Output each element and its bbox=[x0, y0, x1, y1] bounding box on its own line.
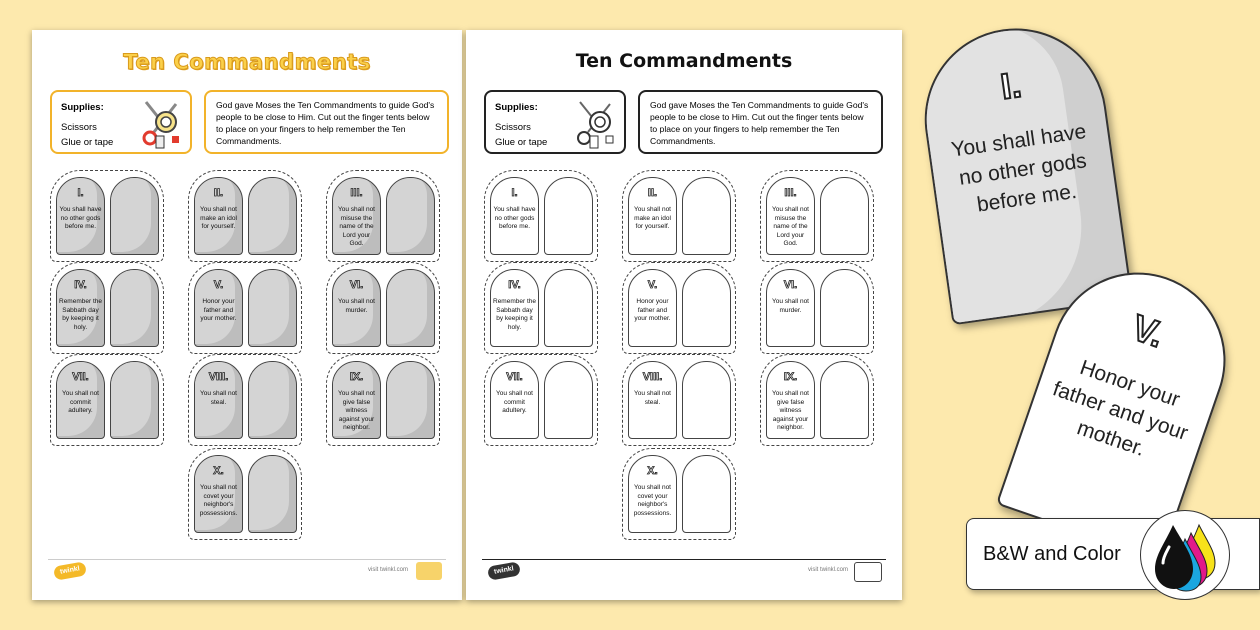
page-title: Ten Commandments bbox=[575, 50, 793, 72]
tablet-back bbox=[248, 269, 297, 347]
commandment-numeral: VII. bbox=[506, 371, 523, 383]
finger-tent-pair bbox=[188, 448, 302, 540]
commandment-numeral: IV. bbox=[74, 279, 87, 291]
twinkl-logo: twinkl bbox=[487, 561, 521, 580]
commandment-numeral: VIII. bbox=[208, 371, 229, 383]
commandment-text: You shall not steal. bbox=[200, 390, 237, 406]
tablet-front bbox=[56, 361, 105, 439]
commandment-numeral: III. bbox=[784, 187, 797, 199]
finger-tent-pair bbox=[484, 170, 598, 262]
supply-item: Glue or tape bbox=[495, 137, 548, 148]
commandment-text: You shall not murder. bbox=[338, 298, 375, 314]
finger-tent-pair bbox=[622, 262, 736, 354]
color-worksheet-page bbox=[32, 30, 462, 600]
commandment-numeral: II. bbox=[213, 187, 224, 199]
commandment-numeral: IX. bbox=[783, 371, 798, 383]
footer-url: visit twinkl.com bbox=[807, 567, 848, 573]
page-title: Ten Commandments bbox=[123, 50, 371, 74]
tablet-front bbox=[490, 177, 539, 255]
commandment-numeral: III. bbox=[350, 187, 363, 199]
commandment-numeral: X. bbox=[647, 465, 658, 477]
finger-tent-pair bbox=[622, 354, 736, 446]
ink-drops-icon bbox=[1140, 510, 1230, 600]
commandment-numeral: X. bbox=[213, 465, 224, 477]
commandment-text: Honor your father and your mother. bbox=[634, 298, 671, 322]
supplies-heading: Supplies: bbox=[495, 102, 538, 113]
supply-item: Glue or tape bbox=[61, 137, 114, 148]
tablet-back bbox=[248, 177, 297, 255]
tablet-front bbox=[490, 361, 539, 439]
tablet-back bbox=[682, 177, 731, 255]
tablet-back bbox=[682, 361, 731, 439]
finger-tent-pair bbox=[622, 170, 736, 262]
commandment-numeral: VI. bbox=[783, 279, 798, 291]
commandment-text: You shall not murder. bbox=[772, 298, 809, 314]
tablet-back bbox=[110, 361, 159, 439]
commandment-numeral: VIII. bbox=[642, 371, 663, 383]
supplies-box bbox=[50, 90, 192, 154]
commandment-text: You shall not misuse the name of the Lord your God. bbox=[772, 206, 809, 247]
tablet-front bbox=[766, 177, 815, 255]
tablet-text: You shall have no other gods before me. bbox=[949, 119, 1088, 217]
finger-tent-pair bbox=[760, 170, 874, 262]
tablet-front bbox=[766, 269, 815, 347]
tablet-back bbox=[110, 177, 159, 255]
finger-tent-pair bbox=[484, 262, 598, 354]
commandment-text: You shall not misuse the name of the Lord your God. bbox=[338, 206, 375, 247]
commandment-numeral: II. bbox=[647, 187, 658, 199]
tablet-back bbox=[820, 177, 869, 255]
bw-worksheet-page bbox=[466, 30, 902, 600]
commandment-text: You shall not covet your neighbor's possessions. bbox=[199, 484, 238, 517]
twinkl-logo: twinkl bbox=[53, 561, 87, 580]
finger-tent-pair bbox=[188, 170, 302, 262]
tablet-front bbox=[628, 455, 677, 533]
commandment-numeral: I. bbox=[77, 187, 84, 199]
page-footer bbox=[482, 559, 886, 582]
tablet-front bbox=[628, 361, 677, 439]
finger-tent-pair bbox=[326, 262, 440, 354]
tablet-front bbox=[490, 269, 539, 347]
finger-tent-pair bbox=[50, 262, 164, 354]
commandment-text: You shall have no other gods before me. bbox=[493, 206, 536, 230]
commandment-numeral: VII. bbox=[72, 371, 89, 383]
tablet-back bbox=[386, 361, 435, 439]
commandment-text: You shall not covet your neighbor's possessions. bbox=[633, 484, 672, 517]
commandment-text: You shall not give false witness against your neighbor. bbox=[772, 390, 809, 431]
scissors-tape-icon bbox=[574, 98, 618, 150]
large-tablet-commandment-1 bbox=[913, 17, 1133, 326]
tablet-front bbox=[332, 177, 381, 255]
supply-item: Scissors bbox=[495, 122, 531, 133]
tablet-front bbox=[766, 361, 815, 439]
tablet-back bbox=[682, 269, 731, 347]
tablet-front bbox=[628, 177, 677, 255]
tablet-front bbox=[56, 269, 105, 347]
commandment-numeral: IX. bbox=[349, 371, 364, 383]
tablet-front bbox=[194, 177, 243, 255]
footer-badge-icon bbox=[416, 562, 442, 580]
supply-item: Scissors bbox=[61, 122, 97, 133]
finger-tent-pair bbox=[326, 170, 440, 262]
intro-text: God gave Moses the Ten Commandments to guide God's people to be close to Him. Cut out the finger tents below to place on your fingers to help remember the Ten Commandments. bbox=[204, 90, 449, 154]
footer-badge-icon bbox=[854, 562, 882, 582]
badge-label: B&W and Color bbox=[983, 543, 1121, 565]
tablet-back bbox=[248, 455, 297, 533]
tablet-back bbox=[248, 361, 297, 439]
footer-url: visit twinkl.com bbox=[367, 567, 408, 573]
finger-tent-pair bbox=[622, 448, 736, 540]
tablet-back bbox=[544, 269, 593, 347]
commandment-numeral: IV. bbox=[508, 279, 521, 291]
commandment-text: You shall not make an idol for yourself. bbox=[634, 206, 671, 230]
tablet-back bbox=[544, 361, 593, 439]
finger-tent-pair bbox=[188, 262, 302, 354]
commandment-text: You shall not commit adultery. bbox=[496, 390, 533, 414]
commandment-text: Honor your father and your mother. bbox=[200, 298, 237, 322]
finger-tent-pair bbox=[50, 354, 164, 446]
tablet-front bbox=[194, 455, 243, 533]
commandment-text: You shall not make an idol for yourself. bbox=[200, 206, 237, 230]
commandment-text: You shall not steal. bbox=[634, 390, 671, 406]
intro-text: God gave Moses the Ten Commandments to guide God's people to be close to Him. Cut out the finger tents below to place on your fingers to help remember the Ten Commandments. bbox=[638, 90, 883, 154]
tablet-numeral: I. bbox=[998, 63, 1024, 108]
commandment-text: Remember the Sabbath day by keeping it holy. bbox=[59, 298, 102, 331]
commandment-text: You shall not give false witness against your neighbor. bbox=[338, 390, 375, 431]
tablet-front bbox=[332, 269, 381, 347]
supplies-box bbox=[484, 90, 626, 154]
tablet-back bbox=[110, 269, 159, 347]
commandment-numeral: VI. bbox=[349, 279, 364, 291]
tablet-front bbox=[194, 361, 243, 439]
tablet-back bbox=[820, 269, 869, 347]
tablet-front bbox=[194, 269, 243, 347]
finger-tent-pair bbox=[50, 170, 164, 262]
commandment-numeral: I. bbox=[511, 187, 518, 199]
tablet-back bbox=[682, 455, 731, 533]
finger-tent-pair bbox=[760, 354, 874, 446]
commandment-numeral: V. bbox=[213, 279, 224, 291]
finger-tent-pair bbox=[484, 354, 598, 446]
tablet-back bbox=[386, 269, 435, 347]
tablet-back bbox=[544, 177, 593, 255]
supplies-heading: Supplies: bbox=[61, 102, 104, 113]
tablet-front bbox=[56, 177, 105, 255]
tablet-front bbox=[332, 361, 381, 439]
commandment-text: You shall have no other gods before me. bbox=[59, 206, 102, 230]
tablet-text: Honor your father and your mother. bbox=[1049, 355, 1191, 461]
tablet-front bbox=[628, 269, 677, 347]
finger-tent-pair bbox=[760, 262, 874, 354]
commandment-text: You shall not commit adultery. bbox=[62, 390, 99, 414]
tablet-back bbox=[820, 361, 869, 439]
commandment-numeral: V. bbox=[647, 279, 658, 291]
tablet-numeral: V. bbox=[1126, 306, 1170, 356]
finger-tent-pair bbox=[326, 354, 440, 446]
tablet-back bbox=[386, 177, 435, 255]
finger-tent-pair bbox=[188, 354, 302, 446]
scissors-tape-icon bbox=[140, 98, 184, 150]
page-footer bbox=[48, 559, 446, 582]
commandment-text: Remember the Sabbath day by keeping it holy. bbox=[493, 298, 536, 331]
